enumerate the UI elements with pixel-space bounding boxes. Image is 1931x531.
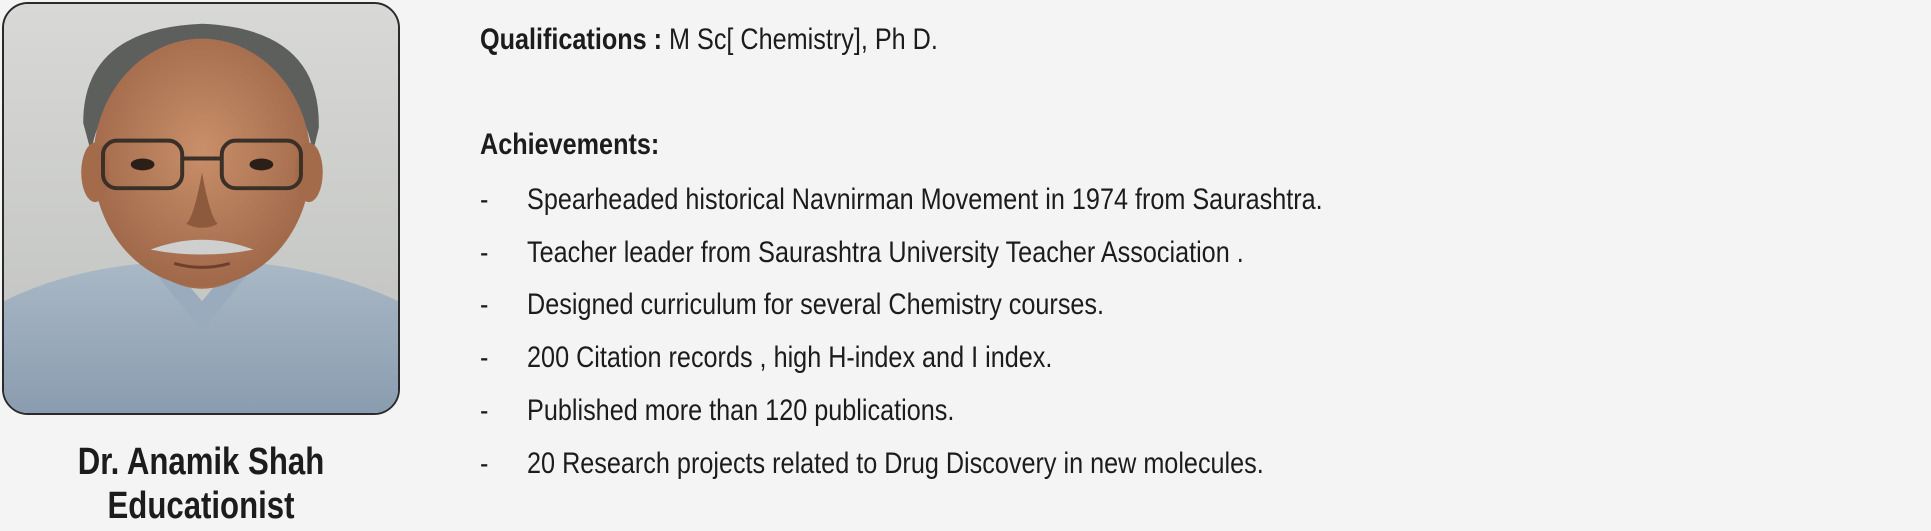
achievement-item [480, 235, 1244, 271]
achievement-item [480, 340, 1052, 376]
bullet-dash: - [480, 288, 489, 321]
person-role: Educationist [107, 485, 295, 527]
achievement-text: 20 Research projects related to Drug Discovery in new molecules. [527, 447, 1264, 480]
achievements-heading: Achievements: [480, 128, 660, 161]
achievement-text: 200 Citation records , high H-index and I index. [527, 341, 1053, 374]
portrait-image [4, 4, 398, 413]
achievement-text: Teacher leader from Saurashtra University Teacher Association . [527, 236, 1244, 269]
achievement-item [480, 393, 954, 429]
profile-caption [36, 440, 366, 528]
portrait-photo [2, 2, 400, 415]
bullet-dash: - [480, 236, 489, 269]
qualifications-line [480, 22, 938, 58]
qualifications-value: M Sc[ Chemistry], Ph D. [662, 23, 938, 56]
bullet-dash: - [480, 341, 489, 374]
person-name: Dr. Anamik Shah [77, 441, 325, 483]
achievement-item [480, 182, 1323, 218]
bullet-dash: - [480, 183, 489, 216]
bullet-dash: - [480, 394, 489, 427]
qualifications-label: Qualifications : [480, 23, 663, 56]
bullet-dash: - [480, 447, 489, 480]
achievement-text: Spearheaded historical Navnirman Movement in 1974 from Saurashtra. [527, 183, 1323, 216]
achievement-item [480, 287, 1104, 323]
achievement-text: Published more than 120 publications. [527, 394, 955, 427]
profile-details [480, 0, 1900, 531]
achievement-item [480, 446, 1264, 482]
achievement-text: Designed curriculum for several Chemistry courses. [527, 288, 1105, 321]
